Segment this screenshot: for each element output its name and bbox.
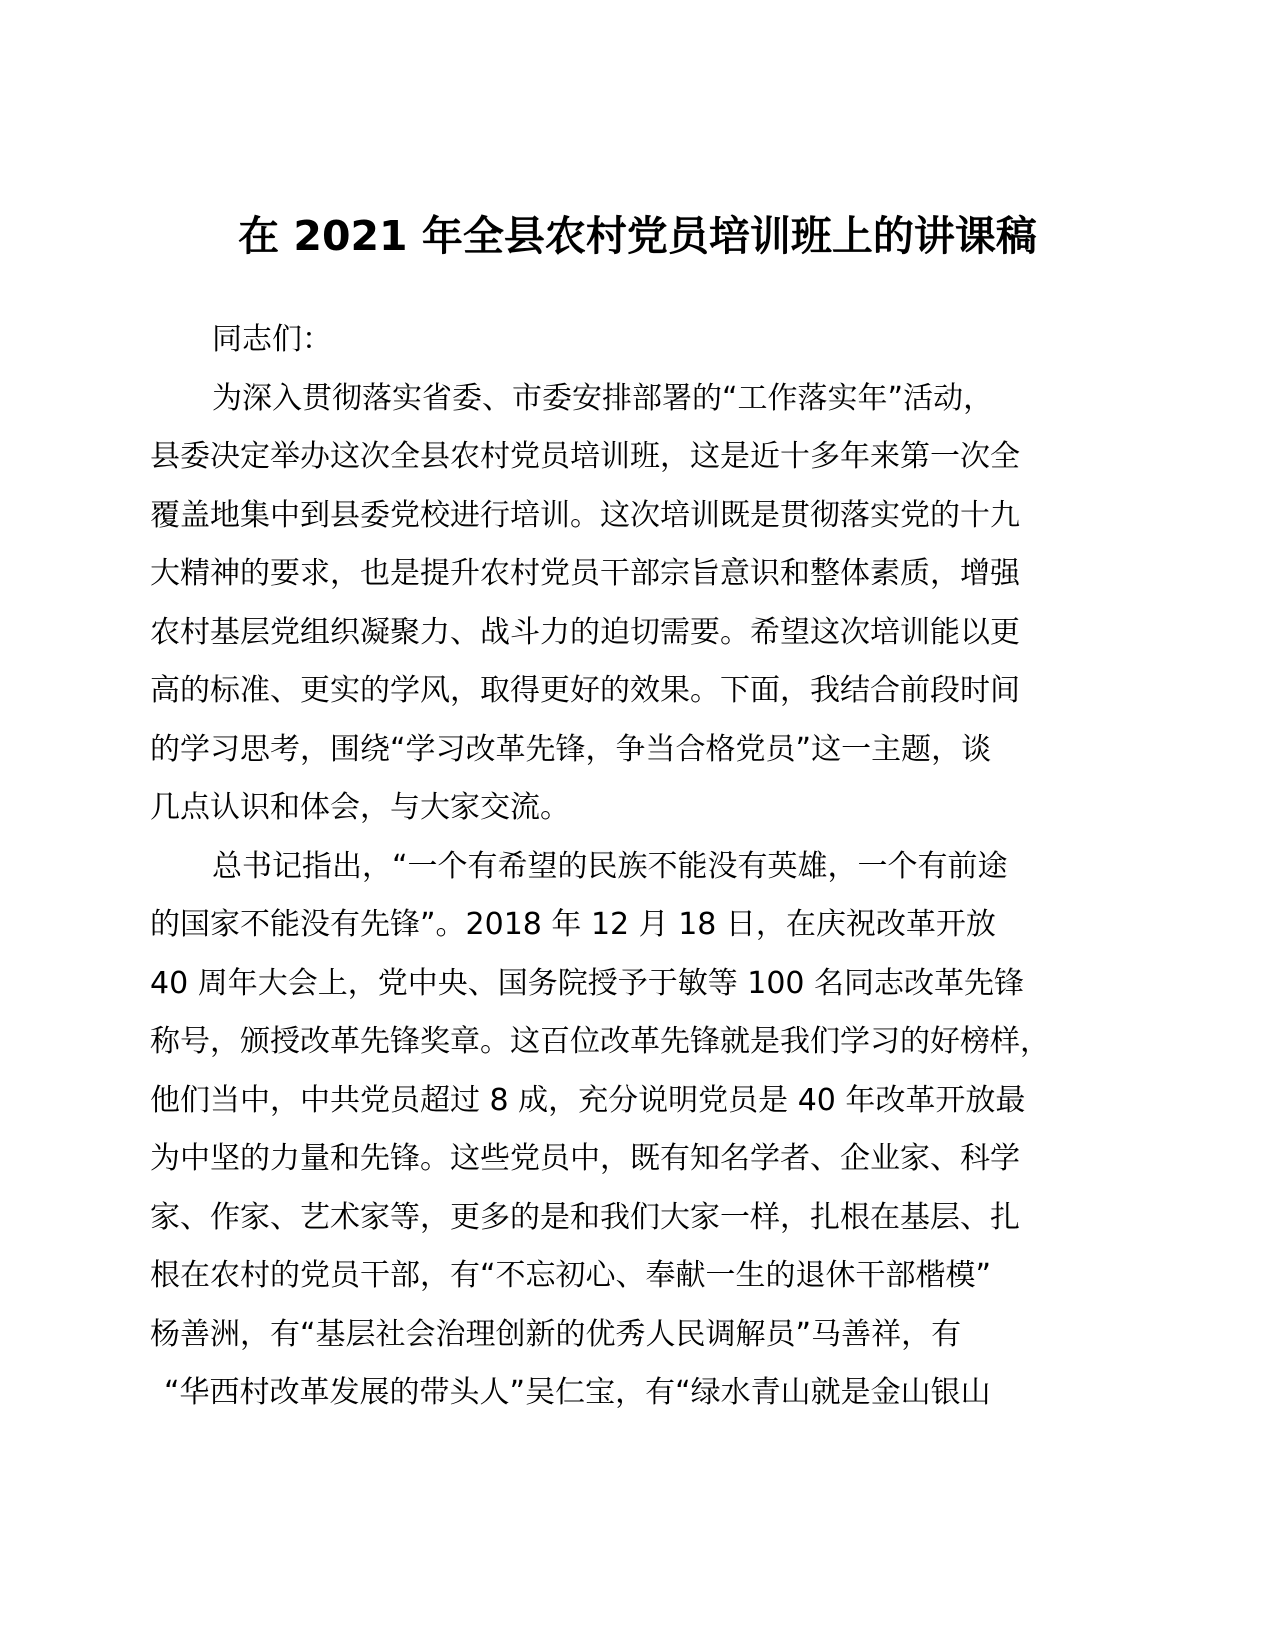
document-title: 在 2021 年全县农村党员培训班上的讲课稿 bbox=[238, 212, 1037, 260]
paragraph-line: 的学习思考，围绕“学习改革先锋，争当合格党员”这一主题，谈 bbox=[150, 731, 992, 767]
paragraph-line: 几点认识和体会，与大家交流。 bbox=[150, 790, 570, 825]
document-body bbox=[150, 311, 1130, 1423]
paragraph-line: 高的标准、更实的学风，取得更好的效果。下面，我结合前段时间 bbox=[150, 673, 1020, 708]
paragraph-line: 40 周年大会上，党中央、国务院授予于敏等 100 名同志改革先锋 bbox=[150, 965, 1025, 1001]
paragraph-line: 总书记指出，“一个有希望的民族不能没有英雄，一个有前途 bbox=[212, 848, 1008, 884]
paragraph-line: 根在农村的党员干部，有“不忘初心、奉献一生的退休干部楷模” bbox=[150, 1258, 992, 1293]
paragraph-line: 大精神的要求，也是提升农村党员干部宗旨意识和整体素质，增强 bbox=[150, 556, 1020, 591]
paragraph-line: 覆盖地集中到县委党校进行培训。这次培训既是贯彻落实党的十九 bbox=[150, 497, 1020, 533]
paragraph-line: 他们当中，中共党员超过 8 成，充分说明党员是 40 年改革开放最 bbox=[150, 1082, 1026, 1118]
paragraph-line: “华西村改革发展的带头人”吴仁宝，有“绿水青山就是金山银山 bbox=[164, 1375, 991, 1410]
paragraph-line: 的国家不能没有先锋”。2018 年 12 月 18 日，在庆祝改革开放 bbox=[150, 907, 996, 942]
salutation: 同志们： bbox=[212, 322, 332, 357]
paragraph-line: 为深入贯彻落实省委、市委安排部署的“工作落实年”活动， bbox=[212, 380, 994, 416]
paragraph-line: 称号，颁授改革先锋奖章。这百位改革先锋就是我们学习的好榜样， bbox=[150, 1024, 1050, 1059]
paragraph-line: 县委决定举办这次全县农村党员培训班，这是近十多年来第一次全 bbox=[150, 439, 1020, 474]
paragraph-line: 为中坚的力量和先锋。这些党员中，既有知名学者、企业家、科学 bbox=[150, 1141, 1020, 1176]
paragraph-line: 农村基层党组织凝聚力、战斗力的迫切需要。希望这次培训能以更 bbox=[150, 614, 1020, 650]
paragraph-line: 杨善洲，有“基层社会治理创新的优秀人民调解员”马善祥，有 bbox=[150, 1316, 962, 1352]
paragraph-line: 家、作家、艺术家等，更多的是和我们大家一样，扎根在基层、扎 bbox=[150, 1199, 1020, 1235]
